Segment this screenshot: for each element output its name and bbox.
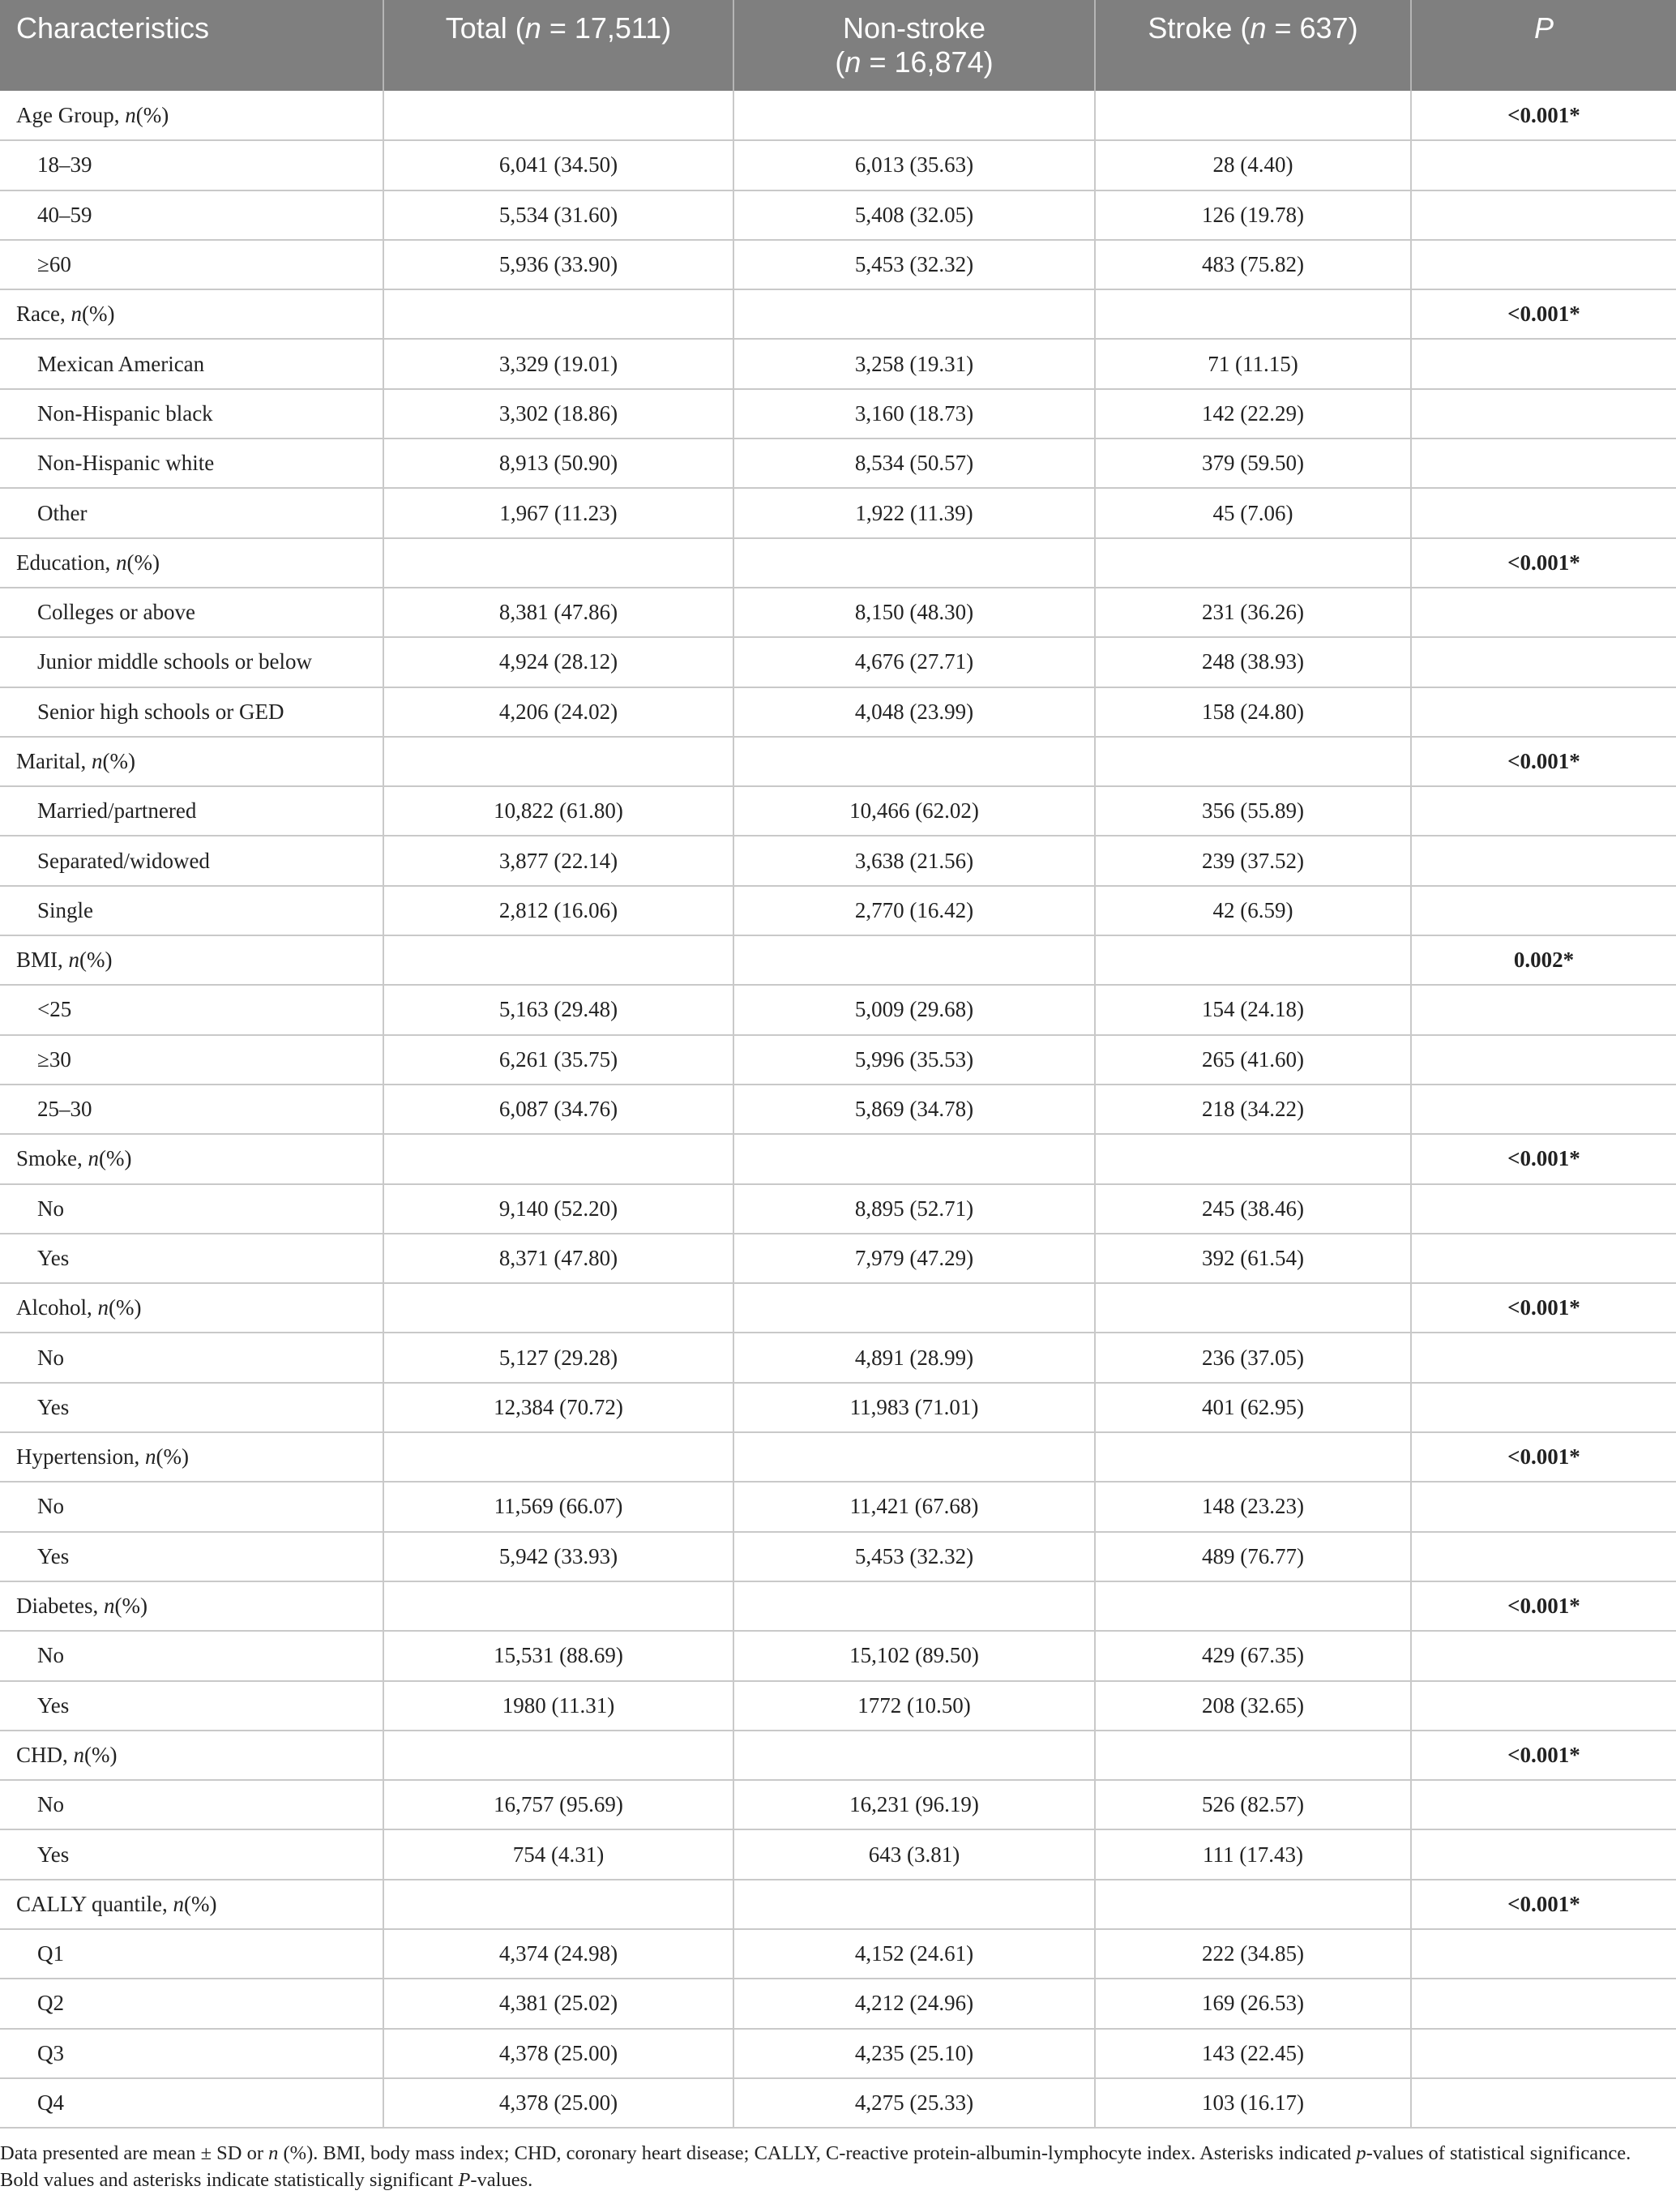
total-cell: 11,569 (66.07) (383, 1482, 733, 1531)
nonstroke-cell (733, 1731, 1095, 1780)
nonstroke-cell (733, 935, 1095, 985)
p-value-cell: <0.001* (1411, 1432, 1676, 1482)
header-total: Total (n = 17,511) (383, 0, 733, 91)
table-row (0, 140, 1676, 190)
total-cell (383, 935, 733, 985)
row-label: 40–59 (0, 190, 383, 240)
table-row (0, 2029, 1676, 2078)
nonstroke-cell: 4,048 (23.99) (733, 687, 1095, 737)
nonstroke-cell: 4,235 (25.10) (733, 2029, 1095, 2078)
nonstroke-cell: 6,013 (35.63) (733, 140, 1095, 190)
table-row (0, 1333, 1676, 1382)
total-cell (383, 1432, 733, 1482)
p-value-cell: 0.002* (1411, 935, 1676, 985)
group-header-row (0, 737, 1676, 786)
p-value-cell (1411, 786, 1676, 836)
p-value-cell (1411, 2078, 1676, 2128)
nonstroke-cell: 8,150 (48.30) (733, 588, 1095, 637)
table-row (0, 339, 1676, 388)
total-cell: 15,531 (88.69) (383, 1631, 733, 1680)
table-row (0, 190, 1676, 240)
group-label: Diabetes, n(%) (0, 1581, 383, 1631)
nonstroke-cell: 16,231 (96.19) (733, 1780, 1095, 1829)
stroke-cell: 231 (36.26) (1095, 588, 1411, 637)
row-label: ≥60 (0, 240, 383, 289)
p-value-cell: <0.001* (1411, 1581, 1676, 1631)
row-label: Senior high schools or GED (0, 687, 383, 737)
total-cell: 5,163 (29.48) (383, 985, 733, 1034)
nonstroke-cell (733, 1581, 1095, 1631)
nonstroke-cell: 15,102 (89.50) (733, 1631, 1095, 1680)
total-cell (383, 289, 733, 339)
p-value-cell (1411, 1184, 1676, 1234)
total-cell: 6,087 (34.76) (383, 1085, 733, 1134)
total-cell: 8,381 (47.86) (383, 588, 733, 637)
stroke-cell (1095, 538, 1411, 588)
nonstroke-cell: 7,979 (47.29) (733, 1234, 1095, 1283)
nonstroke-cell (733, 538, 1095, 588)
stroke-cell: 142 (22.29) (1095, 389, 1411, 439)
p-value-cell: <0.001* (1411, 91, 1676, 140)
total-cell (383, 1731, 733, 1780)
p-value-cell: <0.001* (1411, 538, 1676, 588)
total-cell: 3,329 (19.01) (383, 339, 733, 388)
total-cell (383, 1880, 733, 1929)
nonstroke-cell: 8,895 (52.71) (733, 1184, 1095, 1234)
stroke-cell: 143 (22.45) (1095, 2029, 1411, 2078)
stroke-cell: 71 (11.15) (1095, 339, 1411, 388)
stroke-cell: 158 (24.80) (1095, 687, 1411, 737)
stroke-cell: 148 (23.23) (1095, 1482, 1411, 1531)
stroke-cell: 236 (37.05) (1095, 1333, 1411, 1382)
group-header-row (0, 91, 1676, 140)
table-row (0, 1184, 1676, 1234)
group-header-row (0, 1581, 1676, 1631)
table-row (0, 1929, 1676, 1979)
group-label: Alcohol, n(%) (0, 1283, 383, 1333)
p-value-cell (1411, 836, 1676, 885)
stroke-cell (1095, 1581, 1411, 1631)
table-row (0, 1234, 1676, 1283)
row-label: No (0, 1780, 383, 1829)
total-cell: 8,913 (50.90) (383, 439, 733, 488)
nonstroke-cell: 1772 (10.50) (733, 1681, 1095, 1731)
header-p: P (1411, 0, 1676, 91)
row-label: No (0, 1184, 383, 1234)
stroke-cell: 218 (34.22) (1095, 1085, 1411, 1134)
stroke-cell: 483 (75.82) (1095, 240, 1411, 289)
p-value-cell (1411, 985, 1676, 1034)
nonstroke-cell: 8,534 (50.57) (733, 439, 1095, 488)
header-nonstroke: Non-stroke (n = 16,874) (733, 0, 1095, 91)
group-header-row (0, 1731, 1676, 1780)
table-row (0, 389, 1676, 439)
stroke-cell: 103 (16.17) (1095, 2078, 1411, 2128)
p-value-cell (1411, 1780, 1676, 1829)
group-label: Age Group, n(%) (0, 91, 383, 140)
row-label: 18–39 (0, 140, 383, 190)
nonstroke-cell: 1,922 (11.39) (733, 488, 1095, 537)
total-cell: 3,302 (18.86) (383, 389, 733, 439)
row-label: No (0, 1482, 383, 1531)
nonstroke-cell: 5,009 (29.68) (733, 985, 1095, 1034)
group-label: Hypertension, n(%) (0, 1432, 383, 1482)
stroke-cell (1095, 1731, 1411, 1780)
table-row (0, 1979, 1676, 2028)
row-label: Single (0, 886, 383, 935)
stroke-cell: 248 (38.93) (1095, 637, 1411, 687)
p-value-cell (1411, 1085, 1676, 1134)
nonstroke-cell: 2,770 (16.42) (733, 886, 1095, 935)
nonstroke-cell (733, 91, 1095, 140)
header-characteristics: Characteristics (0, 0, 383, 91)
nonstroke-cell: 4,275 (25.33) (733, 2078, 1095, 2128)
total-cell: 4,206 (24.02) (383, 687, 733, 737)
table-row (0, 240, 1676, 289)
nonstroke-cell: 5,453 (32.32) (733, 1532, 1095, 1581)
group-label: Education, n(%) (0, 538, 383, 588)
table-row (0, 1035, 1676, 1085)
total-cell: 16,757 (95.69) (383, 1780, 733, 1829)
p-value-cell (1411, 1979, 1676, 2028)
stroke-cell (1095, 1432, 1411, 1482)
nonstroke-cell: 11,421 (67.68) (733, 1482, 1095, 1531)
row-label: Q3 (0, 2029, 383, 2078)
p-value-cell (1411, 190, 1676, 240)
p-value-cell (1411, 1383, 1676, 1432)
total-cell: 754 (4.31) (383, 1829, 733, 1879)
table-row (0, 1482, 1676, 1531)
row-label: Yes (0, 1383, 383, 1432)
stroke-cell: 111 (17.43) (1095, 1829, 1411, 1879)
stroke-cell: 265 (41.60) (1095, 1035, 1411, 1085)
table-row (0, 488, 1676, 537)
p-value-cell: <0.001* (1411, 1134, 1676, 1183)
row-label: Q2 (0, 1979, 383, 2028)
row-label: ≥30 (0, 1035, 383, 1085)
row-label: 25–30 (0, 1085, 383, 1134)
total-cell: 4,378 (25.00) (383, 2078, 733, 2128)
p-value-cell (1411, 1829, 1676, 1879)
row-label: Yes (0, 1681, 383, 1731)
stroke-cell: 126 (19.78) (1095, 190, 1411, 240)
nonstroke-cell: 3,258 (19.31) (733, 339, 1095, 388)
total-cell: 3,877 (22.14) (383, 836, 733, 885)
table-body (0, 91, 1676, 2128)
table-row (0, 836, 1676, 885)
group-header-row (0, 289, 1676, 339)
row-label: Q1 (0, 1929, 383, 1979)
stroke-cell: 379 (59.50) (1095, 439, 1411, 488)
stroke-cell: 45 (7.06) (1095, 488, 1411, 537)
table-row (0, 1681, 1676, 1731)
nonstroke-cell (733, 289, 1095, 339)
p-value-cell (1411, 1482, 1676, 1531)
total-cell (383, 1134, 733, 1183)
p-value-cell: <0.001* (1411, 737, 1676, 786)
p-value-cell (1411, 488, 1676, 537)
table-row (0, 2078, 1676, 2128)
total-cell: 1980 (11.31) (383, 1681, 733, 1731)
row-label: Non-Hispanic black (0, 389, 383, 439)
p-value-cell (1411, 1532, 1676, 1581)
total-cell: 4,381 (25.02) (383, 1979, 733, 2028)
total-cell: 1,967 (11.23) (383, 488, 733, 537)
stroke-cell: 526 (82.57) (1095, 1780, 1411, 1829)
table-row (0, 1631, 1676, 1680)
table-row (0, 687, 1676, 737)
total-cell (383, 91, 733, 140)
table-row (0, 1780, 1676, 1829)
nonstroke-cell: 10,466 (62.02) (733, 786, 1095, 836)
p-value-cell (1411, 1681, 1676, 1731)
group-label: Marital, n(%) (0, 737, 383, 786)
p-value-cell (1411, 439, 1676, 488)
group-label: Smoke, n(%) (0, 1134, 383, 1183)
p-value-cell: <0.001* (1411, 289, 1676, 339)
group-header-row (0, 1134, 1676, 1183)
row-label: Yes (0, 1829, 383, 1879)
nonstroke-cell: 5,996 (35.53) (733, 1035, 1095, 1085)
stroke-cell: 356 (55.89) (1095, 786, 1411, 836)
total-cell: 4,378 (25.00) (383, 2029, 733, 2078)
row-label: Yes (0, 1532, 383, 1581)
stroke-cell (1095, 737, 1411, 786)
stroke-cell: 429 (67.35) (1095, 1631, 1411, 1680)
row-label: Separated/widowed (0, 836, 383, 885)
stroke-cell (1095, 1283, 1411, 1333)
p-value-cell (1411, 637, 1676, 687)
nonstroke-cell (733, 737, 1095, 786)
nonstroke-cell: 11,983 (71.01) (733, 1383, 1095, 1432)
stroke-cell: 154 (24.18) (1095, 985, 1411, 1034)
nonstroke-cell (733, 1134, 1095, 1183)
stroke-cell: 169 (26.53) (1095, 1979, 1411, 2028)
p-value-cell (1411, 687, 1676, 737)
total-cell (383, 737, 733, 786)
table-row (0, 1383, 1676, 1432)
group-header-row (0, 1880, 1676, 1929)
group-label: CALLY quantile, n(%) (0, 1880, 383, 1929)
total-cell: 8,371 (47.80) (383, 1234, 733, 1283)
p-value-cell (1411, 1333, 1676, 1382)
stroke-cell: 208 (32.65) (1095, 1681, 1411, 1731)
nonstroke-cell (733, 1283, 1095, 1333)
nonstroke-cell: 5,453 (32.32) (733, 240, 1095, 289)
p-value-cell (1411, 140, 1676, 190)
stroke-cell: 42 (6.59) (1095, 886, 1411, 935)
total-cell: 6,041 (34.50) (383, 140, 733, 190)
table-row (0, 637, 1676, 687)
stroke-cell: 28 (4.40) (1095, 140, 1411, 190)
row-label: <25 (0, 985, 383, 1034)
total-cell: 4,374 (24.98) (383, 1929, 733, 1979)
table-row (0, 985, 1676, 1034)
row-label: Q4 (0, 2078, 383, 2128)
p-value-cell: <0.001* (1411, 1283, 1676, 1333)
group-header-row (0, 935, 1676, 985)
p-value-cell (1411, 1035, 1676, 1085)
p-value-cell (1411, 240, 1676, 289)
nonstroke-cell: 5,869 (34.78) (733, 1085, 1095, 1134)
row-label: Other (0, 488, 383, 537)
group-label: BMI, n(%) (0, 935, 383, 985)
header-stroke: Stroke (n = 637) (1095, 0, 1411, 91)
table-row (0, 439, 1676, 488)
stroke-cell (1095, 1880, 1411, 1929)
total-cell (383, 1581, 733, 1631)
nonstroke-cell (733, 1880, 1095, 1929)
group-label: CHD, n(%) (0, 1731, 383, 1780)
stroke-cell: 489 (76.77) (1095, 1532, 1411, 1581)
total-cell: 5,942 (33.93) (383, 1532, 733, 1581)
p-value-cell (1411, 886, 1676, 935)
total-cell (383, 538, 733, 588)
stroke-cell: 392 (61.54) (1095, 1234, 1411, 1283)
p-value-cell (1411, 339, 1676, 388)
stroke-cell: 222 (34.85) (1095, 1929, 1411, 1979)
nonstroke-cell (733, 1432, 1095, 1482)
stroke-cell (1095, 1134, 1411, 1183)
nonstroke-cell: 4,676 (27.71) (733, 637, 1095, 687)
row-label: No (0, 1333, 383, 1382)
p-value-cell (1411, 588, 1676, 637)
header-row (0, 0, 1676, 91)
row-label: Yes (0, 1234, 383, 1283)
group-header-row (0, 1283, 1676, 1333)
table-row (0, 1532, 1676, 1581)
table-row (0, 1829, 1676, 1879)
p-value-cell (1411, 1631, 1676, 1680)
stroke-cell: 245 (38.46) (1095, 1184, 1411, 1234)
nonstroke-cell: 3,160 (18.73) (733, 389, 1095, 439)
stroke-cell: 401 (62.95) (1095, 1383, 1411, 1432)
p-value-cell (1411, 1234, 1676, 1283)
row-label: Mexican American (0, 339, 383, 388)
nonstroke-cell: 3,638 (21.56) (733, 836, 1095, 885)
nonstroke-cell: 5,408 (32.05) (733, 190, 1095, 240)
row-label: Married/partnered (0, 786, 383, 836)
row-label: No (0, 1631, 383, 1680)
group-label: Race, n(%) (0, 289, 383, 339)
p-value-cell: <0.001* (1411, 1880, 1676, 1929)
row-label: Colleges or above (0, 588, 383, 637)
stroke-cell (1095, 935, 1411, 985)
total-cell: 5,534 (31.60) (383, 190, 733, 240)
total-cell: 2,812 (16.06) (383, 886, 733, 935)
total-cell (383, 1283, 733, 1333)
table-footnote: Data presented are mean ± SD or n (%). BMI, body mass index; CHD, coronary heart disease; CALLY, C-reactive protein-albumin-lymphocyte index. Asterisks indicated p-values of statistical significance. Bold values and asterisks indicate statistically significant P-values. (0, 2142, 1631, 2191)
total-cell: 6,261 (35.75) (383, 1035, 733, 1085)
nonstroke-cell: 643 (3.81) (733, 1829, 1095, 1879)
nonstroke-cell: 4,212 (24.96) (733, 1979, 1095, 2028)
stroke-cell (1095, 91, 1411, 140)
nonstroke-cell: 4,152 (24.61) (733, 1929, 1095, 1979)
total-cell: 5,936 (33.90) (383, 240, 733, 289)
p-value-cell: <0.001* (1411, 1731, 1676, 1780)
total-cell: 5,127 (29.28) (383, 1333, 733, 1382)
row-label: Non-Hispanic white (0, 439, 383, 488)
total-cell: 9,140 (52.20) (383, 1184, 733, 1234)
table-row (0, 886, 1676, 935)
p-value-cell (1411, 2029, 1676, 2078)
table-row (0, 786, 1676, 836)
nonstroke-cell: 4,891 (28.99) (733, 1333, 1095, 1382)
p-value-cell (1411, 1929, 1676, 1979)
stroke-cell (1095, 289, 1411, 339)
total-cell: 12,384 (70.72) (383, 1383, 733, 1432)
total-cell: 4,924 (28.12) (383, 637, 733, 687)
table-row (0, 1085, 1676, 1134)
group-header-row (0, 538, 1676, 588)
table-row (0, 588, 1676, 637)
p-value-cell (1411, 389, 1676, 439)
row-label: Junior middle schools or below (0, 637, 383, 687)
group-header-row (0, 1432, 1676, 1482)
total-cell: 10,822 (61.80) (383, 786, 733, 836)
stroke-cell: 239 (37.52) (1095, 836, 1411, 885)
